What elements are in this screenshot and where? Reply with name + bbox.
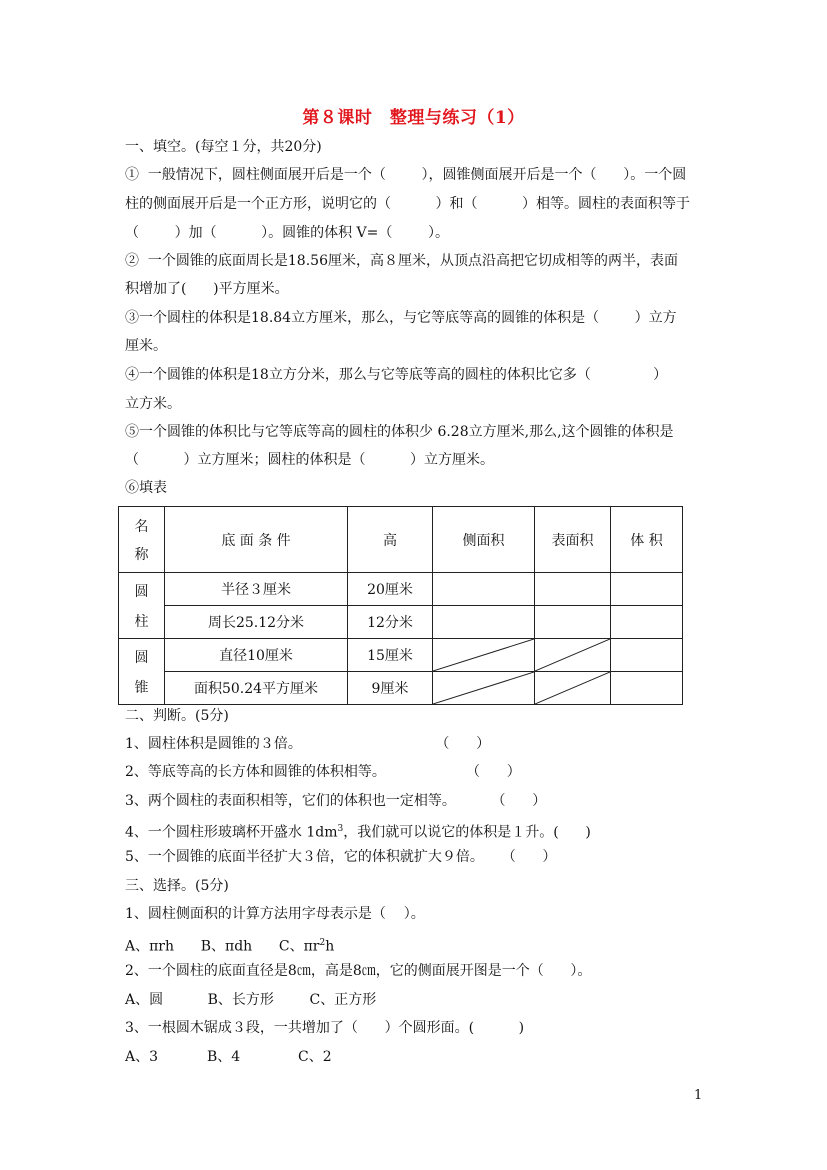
q5-line2: （ ）立方厘米；圆柱的体积是（ ）立方厘米。	[125, 452, 495, 468]
judge-item-4-text: 4、一个圆柱形玻璃杯开盛水 1dm	[125, 824, 338, 841]
judge-item-3: 3、两个圆柱的表面积相等，它们的体积也一定相等。 （ ）	[125, 793, 547, 809]
choice-q2: 2、一个圆柱的底面直径是8㎝，高是8㎝，它的侧面展开图是一个（ ）。	[125, 963, 592, 979]
header-name	[119, 507, 165, 573]
q6-label: ⑥填表	[125, 480, 167, 496]
q3-line1: ③一个圆柱的体积是18.84立方厘米，那么，与它等底等高的圆锥的体积是（ ）立方	[125, 310, 677, 326]
choice-q2-options: A、圆 B、长方形 C、正方形	[125, 992, 377, 1008]
diagonal-line	[433, 672, 534, 704]
q2-line1: ② 一个圆锥的底面周长是18.56厘米，高８厘米，从顶点沿高把它切成相等的两半，表面	[125, 253, 678, 269]
cylinder-label	[119, 573, 165, 639]
row1-lateral-blank[interactable]	[433, 573, 535, 606]
row1-volume-blank[interactable]	[611, 573, 683, 606]
q5-line1: ⑤一个圆锥的体积比与它等底等高的圆柱的体积少 6.28立方厘米,那么,这个圆锥的体积是	[125, 424, 674, 440]
row4-height: 9厘米	[348, 672, 433, 705]
section3-heading: 三、选择。(5分)	[125, 878, 229, 894]
cylinder-label-b: 柱	[134, 613, 149, 630]
header-height: 高	[348, 507, 433, 573]
row2-lateral-blank[interactable]	[433, 606, 535, 639]
row2-volume-blank[interactable]	[611, 606, 683, 639]
q3-line2: 厘米。	[125, 338, 167, 354]
row3-lateral-crossed	[433, 639, 535, 672]
row4-volume-blank[interactable]	[611, 672, 683, 705]
header-volume: 体 积	[611, 507, 683, 573]
judge-item-5: 5、一个圆锥的底面半径扩大３倍，它的体积就扩大９倍。 （ ）	[125, 849, 557, 865]
q4-line1: ④一个圆锥的体积是18立方分米，那么与它等底等高的圆柱的体积比它多（ ）	[125, 367, 668, 383]
row3-surface-crossed	[535, 639, 611, 672]
row2-height: 12分米	[348, 606, 433, 639]
q2-line2: 积增加了( )平方厘米。	[125, 281, 289, 297]
row4-condition: 面积50.24平方厘米	[165, 672, 348, 705]
row3-volume-blank[interactable]	[611, 639, 683, 672]
row1-height: 20厘米	[348, 573, 433, 606]
cone-label-b: 锥	[134, 679, 149, 696]
choice-q1-options-text: A、πrh B、πdh C、πr	[125, 938, 320, 955]
cylinder-label-a: 圆	[134, 583, 149, 600]
header-name-a: 名	[134, 518, 149, 535]
judge-item-4-tail: ，我们就可以说它的体积是１升。( )	[343, 824, 591, 841]
row2-condition: 周长25.12分米	[165, 606, 348, 639]
judge-item-2: 2、等底等高的长方体和圆锥的体积相等。 （ ）	[125, 764, 521, 780]
fill-in-table	[118, 506, 683, 705]
q1-line2: 柱的侧面展开后是一个正方形，说明它的（ ）和（ ）相等。圆柱的表面积等于	[125, 196, 691, 212]
page-number: 1	[694, 1088, 703, 1103]
judge-item-4	[125, 820, 591, 842]
judge-item-1: 1、圆柱体积是圆锥的３倍。 （ ）	[125, 736, 491, 752]
q1-line1: ① 一般情况下，圆柱侧面展开后是一个（ ），圆锥侧面展开后是一个（ ）。一个圆	[125, 167, 687, 183]
row4-surface-crossed	[535, 672, 611, 705]
header-lateral-area: 侧面积	[433, 507, 535, 573]
choice-q3: 3、一根圆木锯成３段，一共增加了（ ）个圆形面。( )	[125, 1020, 525, 1036]
header-surface-area: 表面积	[535, 507, 611, 573]
section2-heading: 二、判断。(5分)	[125, 708, 229, 724]
cone-label	[119, 639, 165, 705]
choice-q1-options	[125, 934, 334, 956]
row3-height: 15厘米	[348, 639, 433, 672]
superscript: 3	[337, 824, 344, 834]
row3-condition: 直径10厘米	[165, 639, 348, 672]
row4-lateral-crossed	[433, 672, 535, 705]
diagonal-line	[535, 672, 610, 704]
superscript: 2	[319, 938, 326, 948]
row1-surface-blank[interactable]	[535, 573, 611, 606]
q4-line2: 立方米。	[125, 396, 181, 412]
page-title: 第８课时 整理与练习（1）	[302, 108, 525, 128]
choice-q1-options-tail: h	[325, 938, 335, 955]
row1-condition: 半径３厘米	[165, 573, 348, 606]
diagonal-line	[433, 639, 534, 671]
choice-q3-options: A、3 B、4 C、2	[125, 1049, 332, 1065]
diagonal-line	[535, 639, 610, 671]
header-name-b: 称	[134, 546, 149, 563]
cone-label-a: 圆	[134, 649, 149, 666]
row2-surface-blank[interactable]	[535, 606, 611, 639]
q1-line3: （ ）加（ ）。圆锥的体积 V=（ ）。	[125, 225, 449, 241]
header-condition: 底 面 条 件	[165, 507, 348, 573]
choice-q1: 1、圆柱侧面积的计算方法用字母表示是（ ）。	[125, 906, 425, 922]
section1-heading: 一、填空。(每空１分，共20分)	[125, 139, 322, 155]
